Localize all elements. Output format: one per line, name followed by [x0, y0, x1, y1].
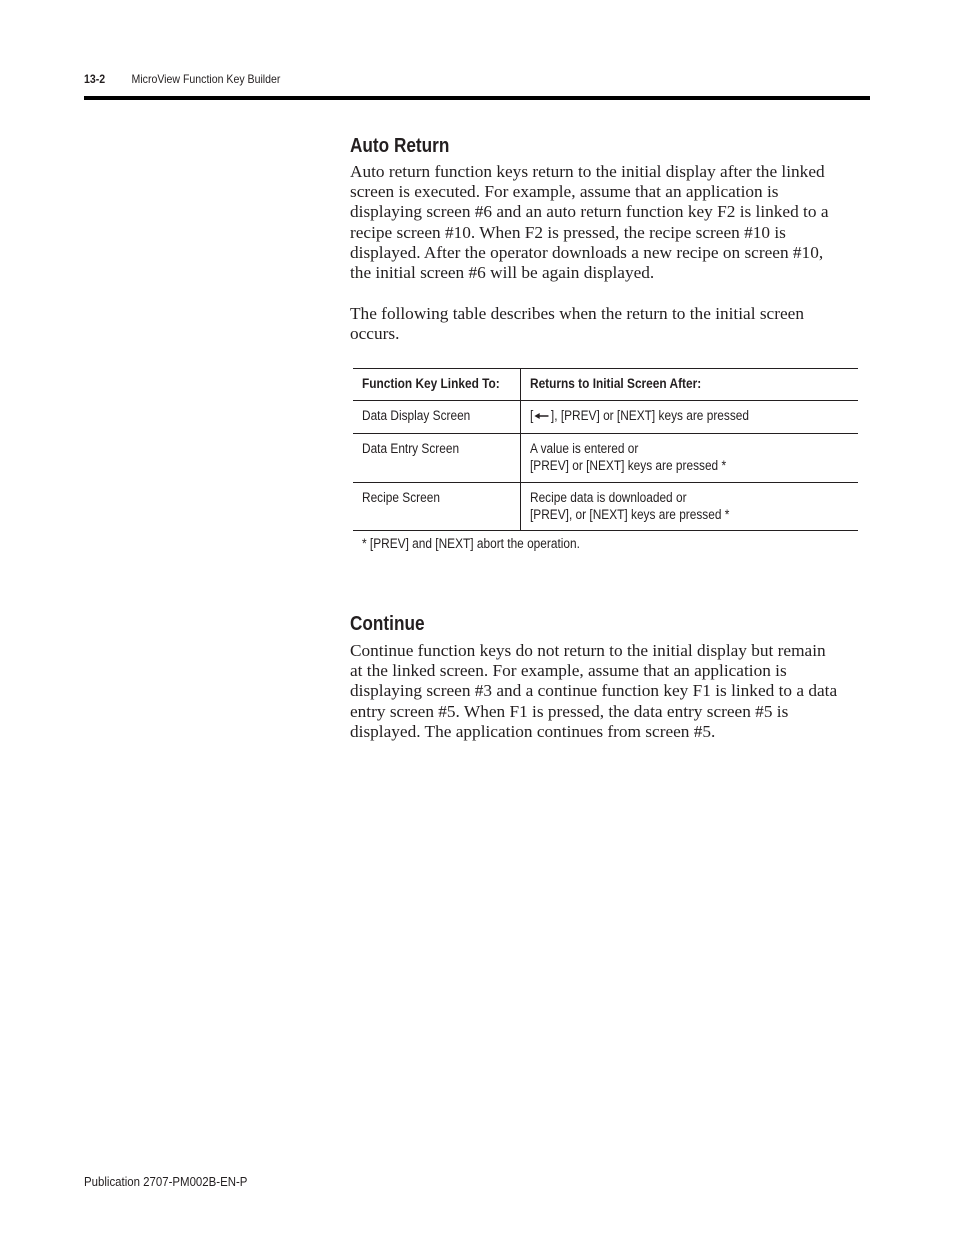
table-footnote: * [PREV] and [NEXT] abort the operation. [362, 536, 580, 551]
linked-to-value: Data Entry Screen [362, 441, 460, 456]
linked-to-value: Data Display Screen [362, 408, 471, 423]
table-row [353, 401, 858, 434]
bracket-open: [ [530, 408, 534, 423]
enter-arrow-icon [533, 410, 551, 422]
returns-after-value [530, 407, 749, 424]
table-intro-paragraph: The following table describes when the return to the initial screen occurs. [350, 304, 804, 344]
continue-paragraph: Continue function keys do not return to the initial display but remain at the linked screen. For example, assume that an application is displaying screen #3 and a continue function key F1 is linked to a data entry screen #5. When F1 is pressed, the data entry screen #5 is displayed. The application continues from screen #5. [350, 641, 838, 741]
returns-after-line: A value is entered or [530, 441, 639, 456]
table-cell [353, 401, 521, 433]
table-cell [353, 434, 521, 482]
table-cell [521, 401, 858, 433]
header-linked-to: Function Key Linked To: [362, 376, 500, 391]
returns-after-line: Recipe data is downloaded or [530, 490, 687, 505]
keys-pressed-text: ], [PREV] or [NEXT] keys are pressed [550, 408, 749, 423]
table-header-row [353, 368, 858, 401]
table-cell [521, 434, 858, 482]
section-heading-continue: Continue [350, 613, 425, 635]
page-number: 13-2 [84, 72, 106, 86]
header-returns-after: Returns to Initial Screen After: [530, 376, 702, 391]
table-cell [353, 483, 521, 530]
table-row [353, 483, 858, 531]
table-cell [521, 483, 858, 530]
chapter-title: MicroView Function Key Builder [131, 72, 281, 86]
returns-after-line: [PREV], or [NEXT] keys are pressed * [530, 507, 730, 522]
table-header-cell [521, 369, 858, 400]
linked-to-value: Recipe Screen [362, 490, 440, 505]
table-header-cell [353, 369, 521, 400]
section-heading-auto-return: Auto Return [350, 135, 450, 157]
running-header [84, 72, 280, 86]
return-behavior-table [353, 368, 858, 531]
table-row [353, 434, 858, 483]
auto-return-paragraph: Auto return function keys return to the initial display after the linked screen is executed. For example, assume that an application is displaying screen #6 and an auto return function key F2 is linked to a recipe screen #10. When F2 is pressed, the recipe screen #10 is displayed. After the operator downloads a new recipe on screen #10, the initial screen #6 will be again displayed. [350, 162, 829, 283]
header-rule [84, 96, 870, 100]
publication-footer: Publication 2707-PM002B-EN-P [84, 1174, 248, 1189]
returns-after-line: [PREV] or [NEXT] keys are pressed * [530, 458, 727, 473]
